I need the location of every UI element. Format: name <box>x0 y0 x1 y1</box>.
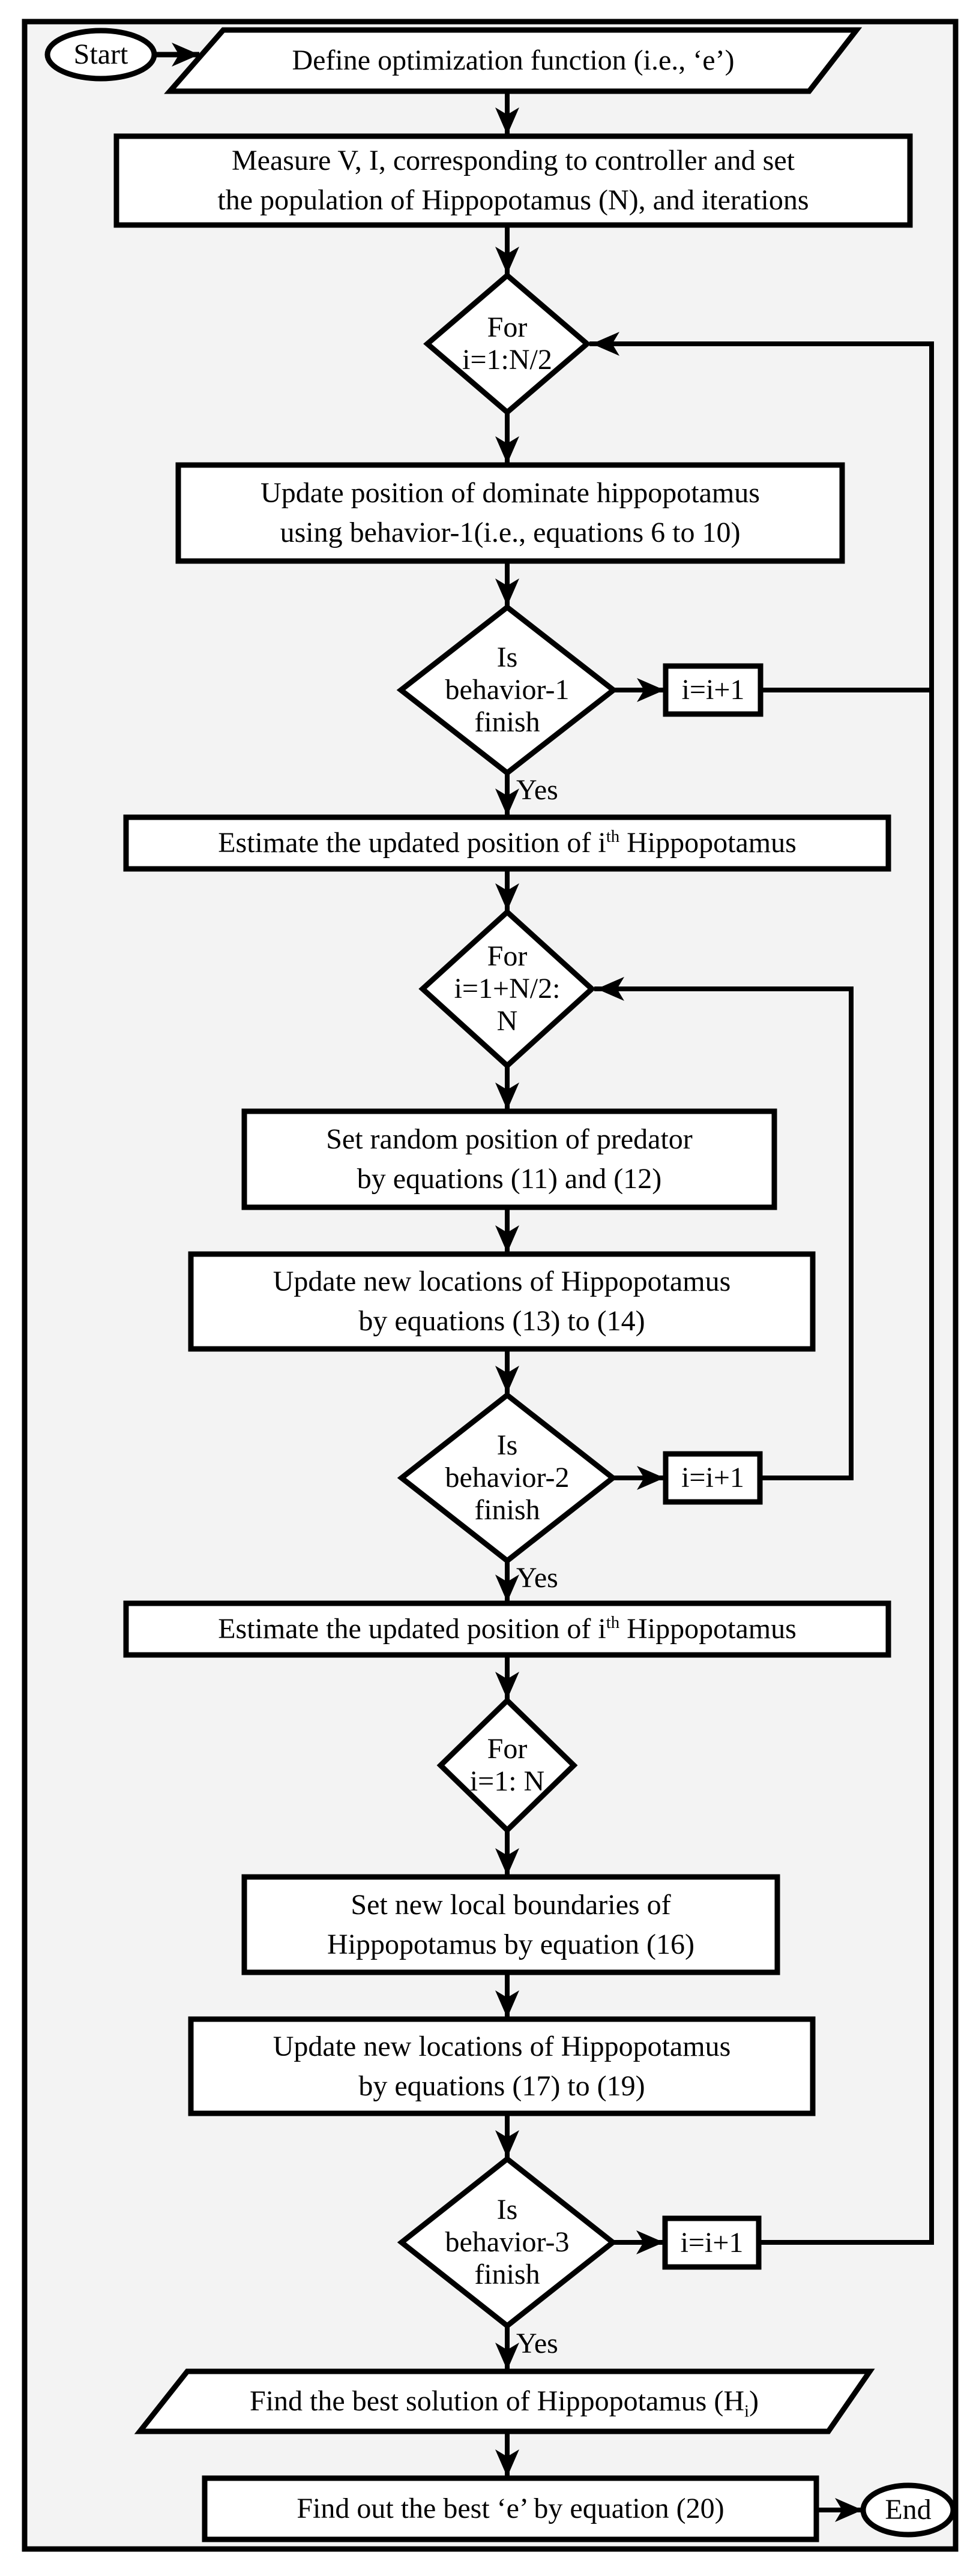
find-best-pre: Find the best solution of Hippopotamus (H <box>250 2385 744 2417</box>
yes-text-3: Yes <box>516 2328 558 2359</box>
is-behavior2-line-2: behavior-2 <box>445 1462 570 1494</box>
set-boundaries-node <box>244 1877 777 1972</box>
find-e-label: Find out the best ‘e’ by equation (20) <box>297 2493 724 2524</box>
yes-text-1: Yes <box>516 774 558 806</box>
start-node <box>47 31 154 78</box>
for1-line-1: For <box>487 311 528 343</box>
set-boundaries-line-1: Set new local boundaries of <box>351 1888 671 1921</box>
increment3-node <box>665 2218 759 2267</box>
update-behavior1-line-2: using behavior-1(i.e., equations 6 to 10) <box>280 517 741 548</box>
for2-line-2: i=1+N/2: <box>454 973 561 1004</box>
for3-node <box>441 1701 574 1830</box>
update-behavior1-node <box>178 465 842 561</box>
set-boundaries-line-2: Hippopotamus by equation (16) <box>327 1928 694 1960</box>
increment1-label: i=i+1 <box>681 674 745 706</box>
is-behavior2-line-3: finish <box>474 1494 540 1526</box>
is-behavior2-line-1: Is <box>496 1429 518 1461</box>
yes-label-1 <box>516 776 558 805</box>
is-behavior3-line-1: Is <box>496 2194 518 2226</box>
find-best-sub: i <box>744 2401 749 2421</box>
is-behavior3-line-3: finish <box>474 2259 540 2290</box>
estimate1-pre: Estimate the updated position of i <box>218 827 606 859</box>
define-node <box>180 30 846 91</box>
estimate1-node <box>126 817 888 869</box>
estimate1-sup: th <box>606 827 620 846</box>
estimate2-post: Hippopotamus <box>619 1613 797 1645</box>
update-locations1-line-2: by equations (13) to (14) <box>358 1305 645 1337</box>
is-behavior2-node <box>402 1395 613 1561</box>
update-behavior1-line-1: Update position of dominate hippopotamus <box>261 477 760 509</box>
set-random-line-1: Set random position of predator <box>326 1123 693 1155</box>
is-behavior1-node <box>401 607 613 773</box>
increment2-label: i=i+1 <box>681 1462 744 1494</box>
find-best-label <box>250 2383 759 2419</box>
estimate2-sup: th <box>606 1613 620 1632</box>
estimate2-pre: Estimate the updated position of i <box>218 1613 606 1645</box>
measure-node <box>120 136 906 225</box>
update-locations2-node <box>191 2019 813 2113</box>
find-best-node <box>150 2371 858 2431</box>
for2-line-1: For <box>487 940 528 972</box>
increment3-label: i=i+1 <box>680 2226 744 2259</box>
set-random-node <box>244 1111 774 1207</box>
yes-label-3 <box>516 2329 558 2358</box>
is-behavior1-line-2: behavior-1 <box>445 674 570 706</box>
set-random-line-2: by equations (11) and (12) <box>357 1163 662 1195</box>
measure-line-1: Measure V, I, corresponding to controller and set <box>232 145 795 176</box>
is-behavior3-node <box>402 2159 613 2326</box>
for2-line-3: N <box>496 1005 518 1037</box>
for2-node <box>423 912 592 1066</box>
for3-line-2: i=1: N <box>469 1765 545 1797</box>
measure-line-2: the population of Hippopotamus (N), and iterations <box>217 184 809 216</box>
for3-line-1: For <box>487 1733 528 1765</box>
for1-node <box>427 275 587 412</box>
update-locations1-line-1: Update new locations of Hippopotamus <box>273 1265 731 1297</box>
yes-text-2: Yes <box>516 1562 558 1594</box>
end-label: End <box>885 2494 932 2526</box>
estimate1-post: Hippopotamus <box>619 827 797 859</box>
define-label: Define optimization function (i.e., ‘e’) <box>292 44 735 76</box>
yes-label-2 <box>516 1564 558 1593</box>
increment2-node <box>666 1454 760 1502</box>
find-best-post: ) <box>749 2385 759 2417</box>
update-locations2-line-1: Update new locations of Hippopotamus <box>273 2030 731 2062</box>
for1-line-2: i=1:N/2 <box>462 344 552 376</box>
is-behavior1-line-1: Is <box>496 641 518 673</box>
find-e-node <box>205 2478 816 2539</box>
is-behavior1-line-3: finish <box>474 706 540 738</box>
estimate1-label <box>218 825 797 861</box>
increment1-node <box>666 666 761 714</box>
estimate2-node <box>126 1603 888 1655</box>
is-behavior3-line-2: behavior-3 <box>445 2226 570 2258</box>
end-node <box>863 2485 953 2535</box>
update-locations2-line-2: by equations (17) to (19) <box>358 2070 645 2102</box>
estimate2-label <box>218 1611 797 1647</box>
start-label: Start <box>73 38 128 70</box>
update-locations1-node <box>191 1254 813 1349</box>
